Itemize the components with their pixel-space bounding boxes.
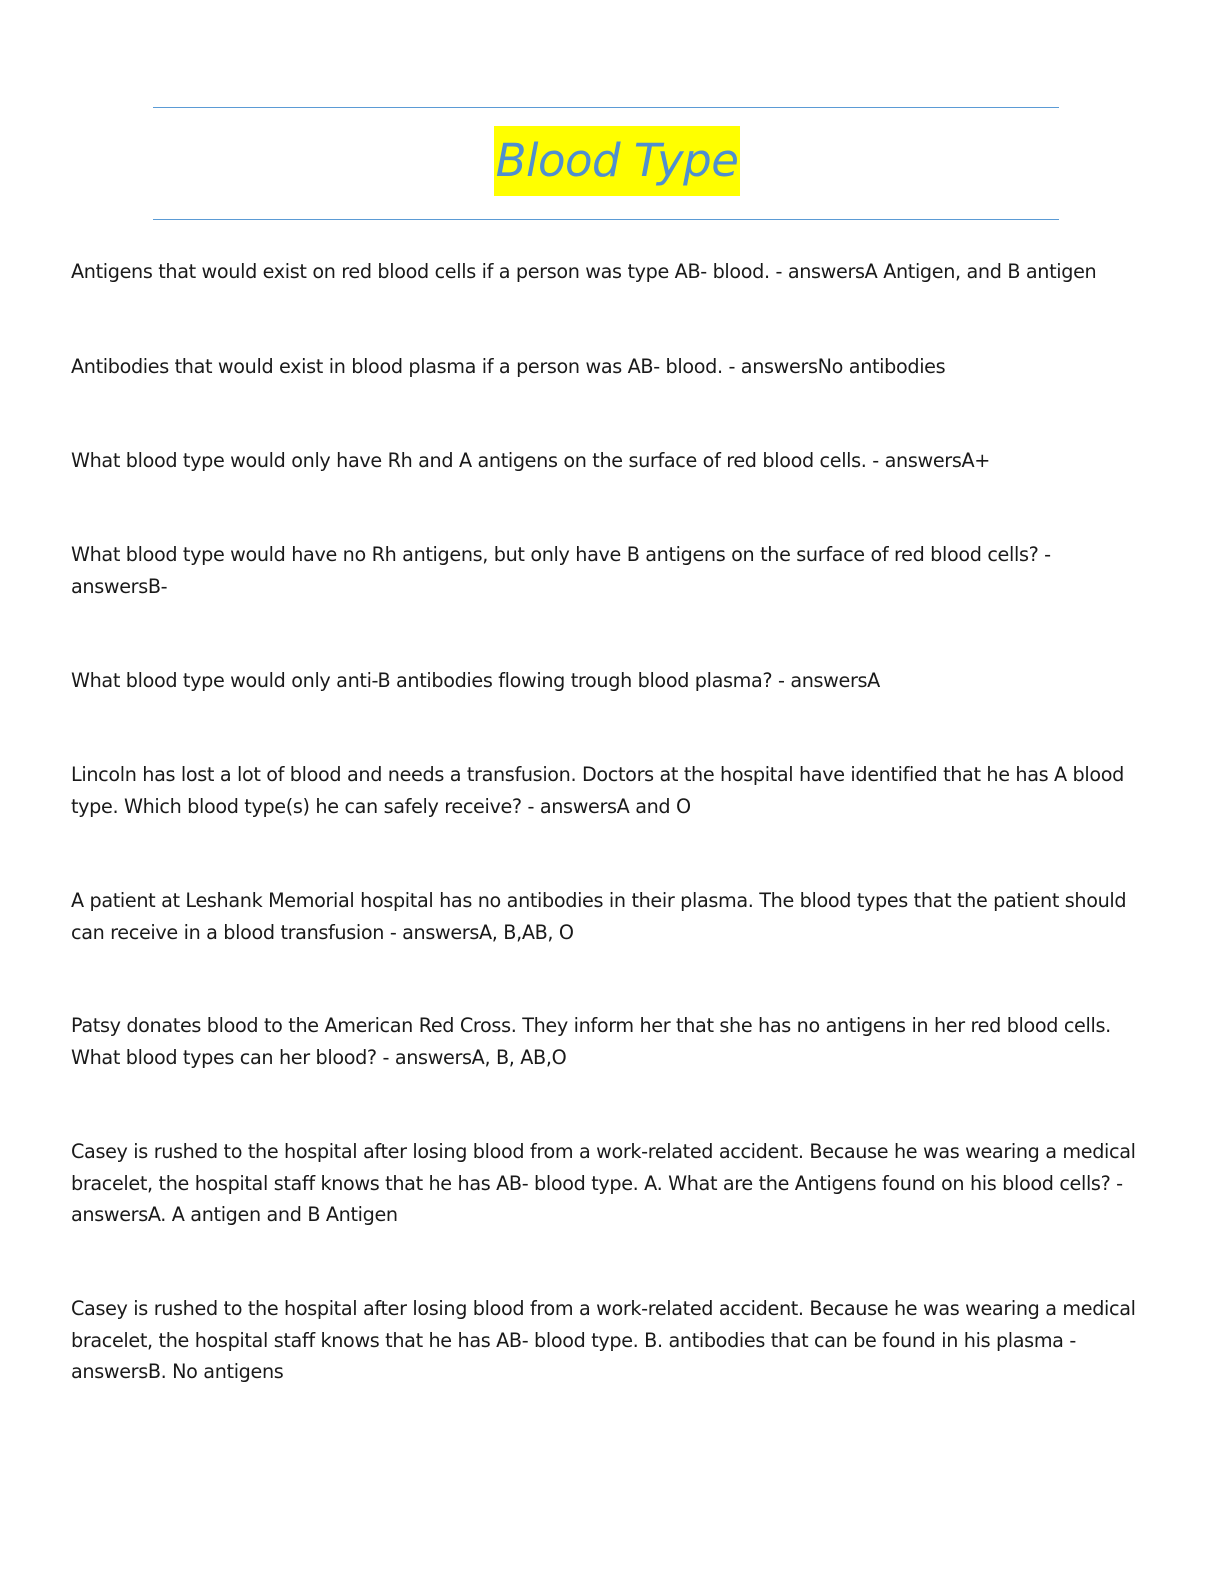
- qa-item-2: Antibodies that would exist in blood plasma if a person was AB- blood. - answersNo antibodies: [71, 355, 946, 378]
- title-bottom-rule: [153, 219, 1059, 220]
- title-container: [0, 126, 1224, 196]
- title-top-rule: [153, 107, 1059, 108]
- qa-item-9: Casey is rushed to the hospital after losing blood from a work-related accident. Because he was wearing a medical bracelet, the hospital staff knows that he has AB- blood type. A. What are the Antigens found on his blood cells? - answersA. A antigen and B Antigen: [71, 1140, 1136, 1226]
- qa-item-1: Antigens that would exist on red blood cells if a person was type AB- blood. - answersA Antigen, and B antigen: [71, 260, 1097, 283]
- qa-item-3: What blood type would only have Rh and A antigens on the surface of red blood cells. - answersA+: [71, 449, 990, 472]
- qa-item-6: Lincoln has lost a lot of blood and needs a transfusion. Doctors at the hospital have identified that he has A blood type. Which blood type(s) he can safely receive? - answersA and O: [71, 763, 1124, 818]
- page-title: Blood Type: [494, 126, 741, 196]
- qa-item-10: Casey is rushed to the hospital after losing blood from a work-related accident. Because he was wearing a medical bracelet, the hospital staff knows that he has AB- blood type. B. antibodies that can be found in his plasma - answersB. No antigens: [71, 1297, 1136, 1383]
- qa-item-5: What blood type would only anti-B antibodies flowing trough blood plasma? - answersA: [71, 669, 880, 692]
- qa-item-8: Patsy donates blood to the American Red Cross. They inform her that she has no antigens in her red blood cells. What blood types can her blood? - answersA, B, AB,O: [71, 1014, 1111, 1069]
- qa-item-7: A patient at Leshank Memorial hospital has no antibodies in their plasma. The blood types that the patient should can receive in a blood transfusion - answersA, B,AB, O: [71, 889, 1127, 944]
- qa-item-4: What blood type would have no Rh antigens, but only have B antigens on the surface of red blood cells? - answersB-: [71, 543, 1051, 598]
